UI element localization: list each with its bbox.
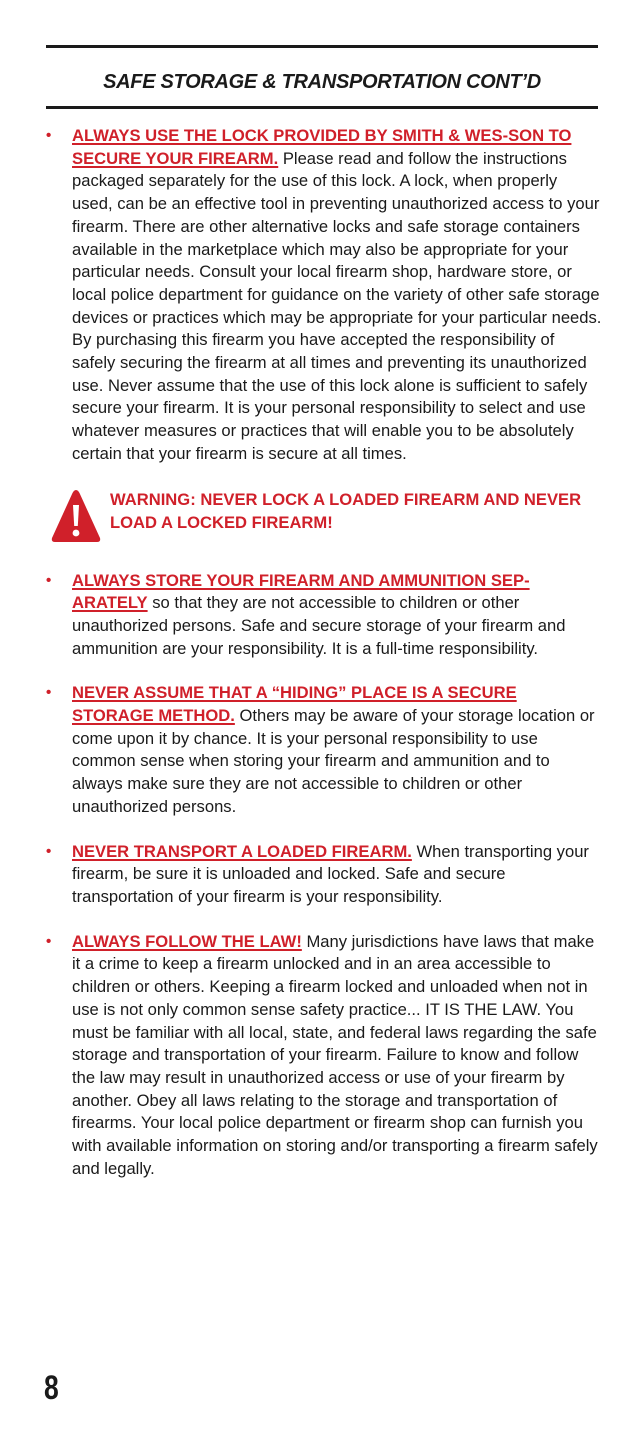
bullet-body: Others may be aware of your storage location or come upon it by chance. It is your personal responsibility to use common sense when storing your firearm and ammunition and to always make sure they are not accessible to children or other unauthorized persons. xyxy=(72,706,595,816)
page-title: SAFE STORAGE & TRANSPORTATION CONT’D xyxy=(103,71,541,93)
bullet-dot: • xyxy=(46,571,52,589)
bullet-dot: • xyxy=(46,932,52,950)
warning-triangle-icon xyxy=(50,488,102,544)
bullet-dot: • xyxy=(46,684,52,702)
bullet-transport xyxy=(46,841,602,909)
bullet-follow-law xyxy=(46,931,602,1181)
bottom-rule xyxy=(46,106,598,109)
bullet-dot: • xyxy=(46,127,52,144)
bullet-lead: ALWAYS STORE YOUR FIREARM AND AMMUNITION SEP-ARATELY xyxy=(72,570,530,613)
bullet-lead: NEVER TRANSPORT A LOADED FIREARM. xyxy=(72,841,412,861)
bullet-body: so that they are not accessible to children or other unauthorized persons. Safe and secure storage of your firearm and ammunition are your responsibility. It is a full-time responsibility. xyxy=(72,593,566,658)
warning-box xyxy=(46,488,602,552)
bullet-body: When transporting your firearm, be sure it is unloaded and locked. Safe and secure transportation of your firearm is your responsibility. xyxy=(72,841,589,906)
page-number: 8 xyxy=(44,1369,59,1407)
bullet-dot: • xyxy=(46,842,52,860)
bullet-use-lock xyxy=(46,125,602,466)
bullet-body: Please read and follow the instructions packaged separately for the use of this lock. A lock, when properly used, can be an effective tool in preventing unauthorized access to your firearm. There are other alternative locks and safe storage containers available in the marketplace which may also be appropriate for your particular needs. Consult your local firearm shop, hardware store, or local police department for guidance on the variety of other safe storage devices or practices which may be appropriate for your particular needs. By purchasing this firearm you have accepted the responsibility of safely securing the firearm at all times and preventing its unauthorized use. Never assume that the use of this lock alone is sufficient to safely secure your firearm. It is your personal responsibility to select and use whatever measures or practices that will enable you to be absolutely certain that your firearm is secure at all times. xyxy=(72,148,602,463)
content xyxy=(46,125,602,1202)
bullet-lead: NEVER ASSUME THAT A “HIDING” PLACE IS A SECURE STORAGE METHOD. xyxy=(72,683,517,726)
bullet-lead: ALWAYS FOLLOW THE LAW! xyxy=(72,931,302,951)
warning-text: WARNING: NEVER LOCK A LOADED FIREARM AND NEVER LOAD A LOCKED FIREARM! xyxy=(110,489,582,532)
bullet-store-separately xyxy=(46,570,602,661)
bullet-hiding-place xyxy=(46,682,602,818)
bullet-body: Many jurisdictions have laws that make it a crime to keep a firearm unlocked and in an area accessible to children or others. Keeping a firearm locked and unloaded when not in use is not only common sense safety practice... IT IS THE LAW. You must be familiar with all local, state, and federal laws regarding the safe storage and transportation of your firearm. Failure to know and follow the law may result in unauthorized access or use of your firearm by another. Obey all laws relating to the storage and transportation of firearms. Your local police department or firearm shop can furnish you with available information on storing and/or transporting a firearm safely and legally. xyxy=(72,931,598,1178)
top-rule xyxy=(46,45,598,48)
bullet-lead: ALWAYS USE THE LOCK PROVIDED BY SMITH & WES-SON TO SECURE YOUR FIREARM. xyxy=(72,126,572,168)
